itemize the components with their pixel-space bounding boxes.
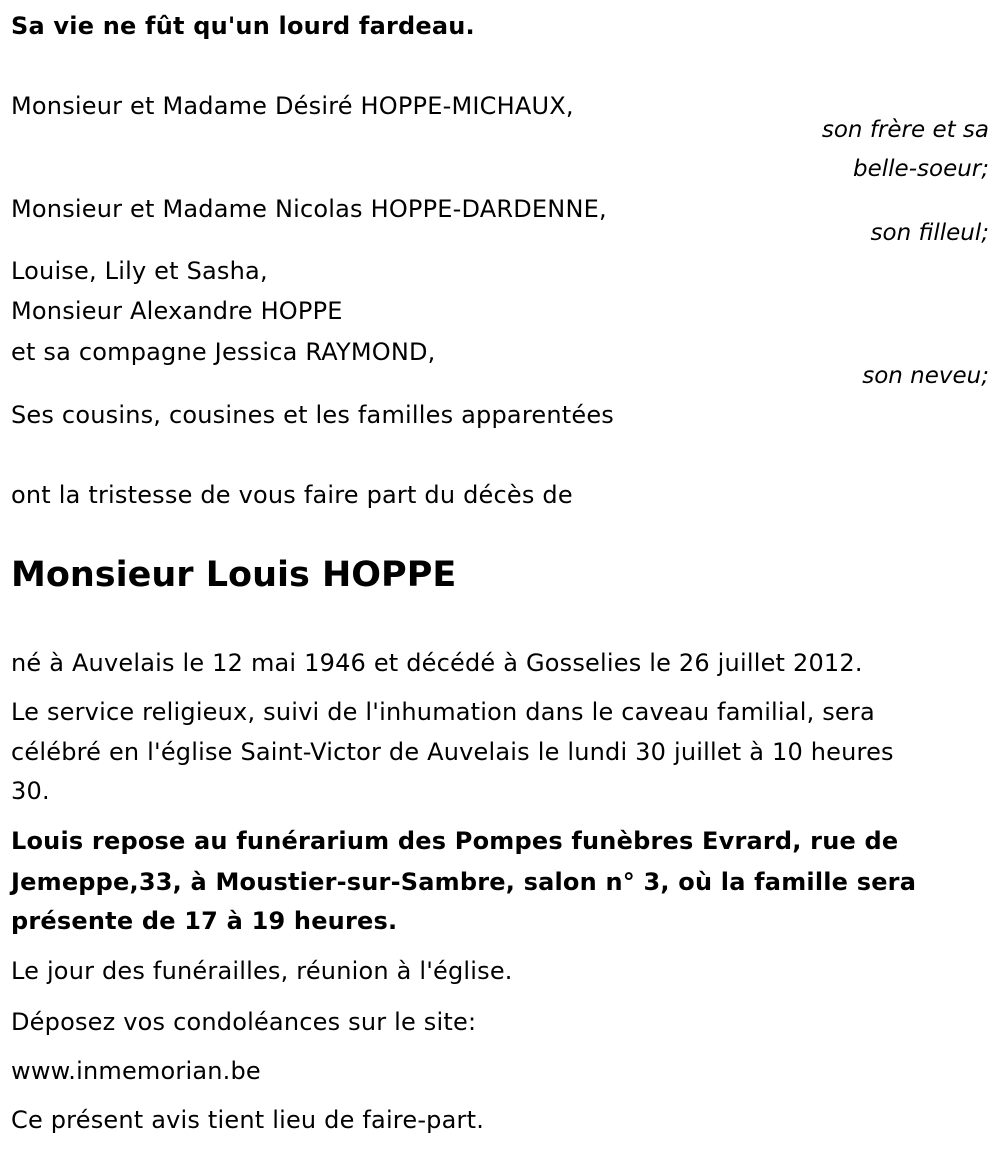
- condolences-label: Déposez vos condoléances sur le site:: [11, 1008, 477, 1036]
- family-member-name: Monsieur Alexandre HOPPE: [11, 297, 343, 325]
- family-member-name: et sa compagne Jessica RAYMOND,: [11, 338, 436, 366]
- family-relation: belle-soeur;: [853, 156, 989, 182]
- service-text: 30.: [11, 777, 50, 805]
- family-member-name: Monsieur et Madame Nicolas HOPPE-DARDENNE,: [11, 195, 607, 223]
- website-link[interactable]: www.inmemorian.be: [11, 1057, 261, 1085]
- family-relation: son neveu;: [862, 363, 989, 389]
- epigraph: Sa vie ne fût qu'un lourd fardeau.: [11, 12, 475, 40]
- family-member-name: Louise, Lily et Sasha,: [11, 257, 268, 285]
- family-member-name: Monsieur et Madame Désiré HOPPE-MICHAUX,: [11, 92, 574, 120]
- extended-family: Ses cousins, cousines et les familles apparentées: [11, 401, 614, 429]
- funerarium-text: Louis repose au funérarium des Pompes funèbres Evrard, rue de: [11, 827, 899, 855]
- family-relation: son filleul;: [870, 220, 989, 246]
- notice-text: Ce présent avis tient lieu de faire-part.: [11, 1106, 485, 1134]
- service-text: célébré en l'église Saint-Victor de Auvelais le lundi 30 juillet à 10 heures: [11, 738, 894, 766]
- meeting-info: Le jour des funérailles, réunion à l'église.: [11, 957, 513, 985]
- service-text: Le service religieux, suivi de l'inhumation dans le caveau familial, sera: [11, 698, 875, 726]
- funerarium-text: Jemeppe,33, à Moustier-sur-Sambre, salon n° 3, où la famille sera: [11, 868, 917, 896]
- deceased-name: Monsieur Louis HOPPE: [11, 555, 457, 595]
- funerarium-text: présente de 17 à 19 heures.: [11, 907, 398, 935]
- family-relation: son frère et sa: [821, 117, 989, 143]
- birth-death-dates: né à Auvelais le 12 mai 1946 et décédé à Gosselies le 26 juillet 2012.: [11, 649, 863, 677]
- announcement: ont la tristesse de vous faire part du décès de: [11, 481, 573, 509]
